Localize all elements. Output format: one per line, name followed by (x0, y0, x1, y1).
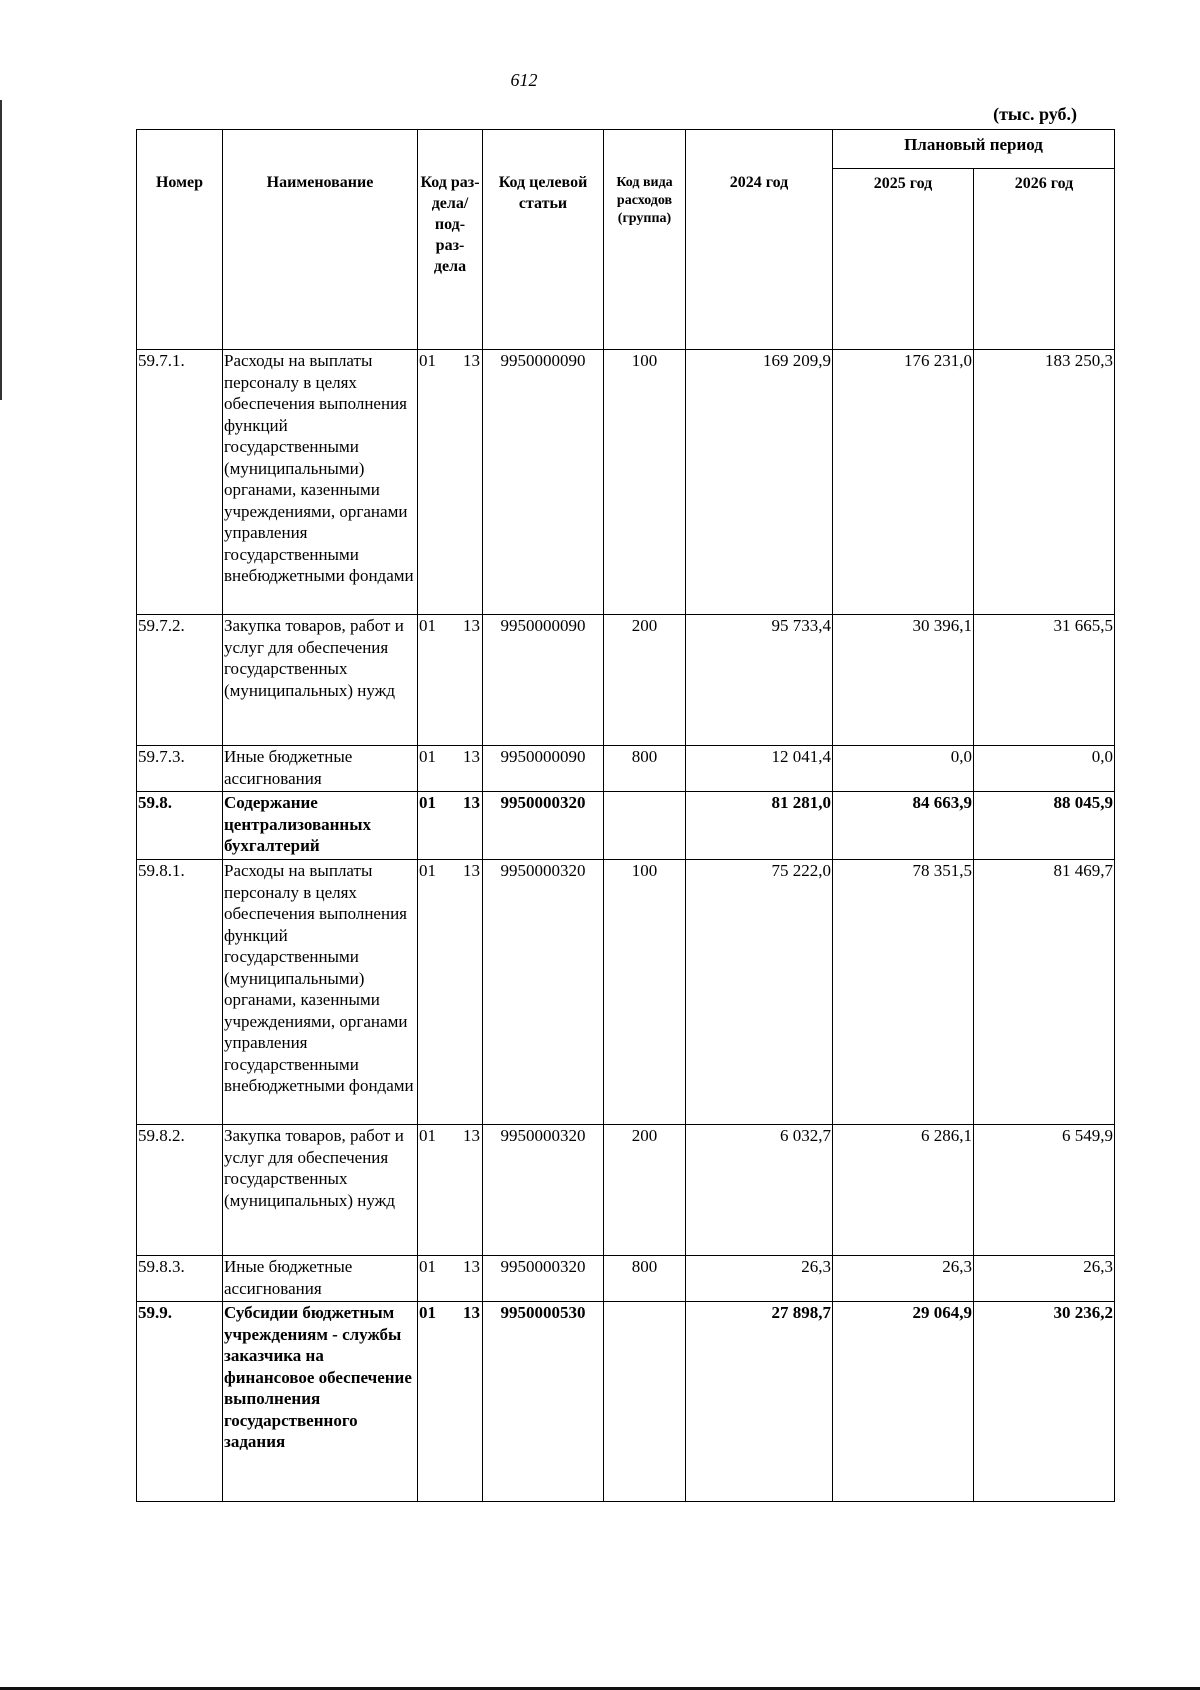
row-name: Иные бюджетные ассигнования (223, 746, 418, 792)
row-target-article: 9950000320 (483, 792, 604, 860)
row-value-2025: 176 231,0 (833, 350, 974, 615)
row-value-2025: 78 351,5 (833, 860, 974, 1125)
row-number: 59.7.1. (137, 350, 223, 615)
row-number: 59.7.2. (137, 615, 223, 746)
row-target-article: 9950000090 (483, 615, 604, 746)
row-value-2026: 88 045,9 (974, 792, 1115, 860)
row-value-2024: 27 898,7 (686, 1302, 833, 1502)
row-name: Закупка товаров, работ и услуг для обеспечения государственных (муниципальных) нужд (223, 1125, 418, 1256)
row-expense-type (604, 1302, 686, 1502)
row-number: 59.8.3. (137, 1256, 223, 1302)
row-value-2026: 6 549,9 (974, 1125, 1115, 1256)
row-razdel (418, 1256, 483, 1302)
row-podrazdel-code: 13 (463, 861, 480, 880)
row-value-2025: 29 064,9 (833, 1302, 974, 1502)
table-body (137, 350, 1115, 1502)
row-value-2024: 169 209,9 (686, 350, 833, 615)
row-expense-type: 800 (604, 1256, 686, 1302)
row-number: 59.8.1. (137, 860, 223, 1125)
row-name: Субсидии бюджетным учреждениям - службы заказчика на финансовое обеспечение выполнения государственного задания (223, 1302, 418, 1502)
row-value-2026: 31 665,5 (974, 615, 1115, 746)
row-value-2026: 0,0 (974, 746, 1115, 792)
row-podrazdel-code: 13 (463, 351, 480, 370)
row-razdel (418, 1302, 483, 1502)
table-row (137, 792, 1115, 860)
row-value-2025: 30 396,1 (833, 615, 974, 746)
row-razdel-code: 01 (419, 1303, 436, 1322)
row-number: 59.9. (137, 1302, 223, 1502)
row-target-article: 9950000090 (483, 746, 604, 792)
budget-table (136, 129, 1115, 1502)
row-razdel-code: 01 (419, 351, 436, 370)
header-2025: 2025 год (833, 169, 974, 350)
row-value-2026: 183 250,3 (974, 350, 1115, 615)
row-target-article: 9950000530 (483, 1302, 604, 1502)
row-value-2026: 81 469,7 (974, 860, 1115, 1125)
header-planned-period: Плановый период (833, 130, 1115, 169)
row-podrazdel-code: 13 (463, 1257, 480, 1276)
row-number: 59.8. (137, 792, 223, 860)
row-expense-type: 800 (604, 746, 686, 792)
row-razdel (418, 350, 483, 615)
row-razdel-code: 01 (419, 747, 436, 766)
row-razdel (418, 792, 483, 860)
row-razdel (418, 615, 483, 746)
row-target-article: 9950000320 (483, 860, 604, 1125)
row-razdel-code: 01 (419, 1257, 436, 1276)
row-razdel-code: 01 (419, 616, 436, 635)
row-target-article: 9950000320 (483, 1256, 604, 1302)
row-target-article: 9950000320 (483, 1125, 604, 1256)
row-podrazdel-code: 13 (463, 1303, 480, 1322)
table-row (137, 860, 1115, 1125)
header-number: Номер (137, 130, 223, 350)
table-row (137, 1302, 1115, 1502)
row-podrazdel-code: 13 (463, 616, 480, 635)
table-row (137, 1125, 1115, 1256)
row-razdel-code: 01 (419, 861, 436, 880)
row-value-2024: 12 041,4 (686, 746, 833, 792)
header-name: Наименование (223, 130, 418, 350)
row-value-2024: 95 733,4 (686, 615, 833, 746)
row-expense-type: 200 (604, 615, 686, 746)
row-name: Расходы на выплаты персоналу в целях обеспечения выполнения функций государственными (муниципальными) органами, казенными учреждениями, органами управления государственными внебюджетными фондами (223, 860, 418, 1125)
page-number: 612 (510, 70, 538, 90)
row-value-2025: 0,0 (833, 746, 974, 792)
row-value-2026: 26,3 (974, 1256, 1115, 1302)
row-razdel-code: 01 (419, 1126, 436, 1145)
row-name: Иные бюджетные ассигнования (223, 1256, 418, 1302)
table-row (137, 746, 1115, 792)
scan-margin-mark (0, 100, 2, 400)
row-value-2024: 81 281,0 (686, 792, 833, 860)
header-razdel: Код раз- дела/ под- раз- дела (418, 130, 483, 350)
units-label: (тыс. руб.) (993, 104, 1077, 124)
row-number: 59.8.2. (137, 1125, 223, 1256)
row-number: 59.7.3. (137, 746, 223, 792)
table-row (137, 350, 1115, 615)
row-razdel (418, 746, 483, 792)
row-podrazdel-code: 13 (463, 1126, 480, 1145)
row-razdel-code: 01 (419, 793, 436, 812)
row-value-2026: 30 236,2 (974, 1302, 1115, 1502)
table-row (137, 615, 1115, 746)
row-podrazdel-code: 13 (463, 793, 480, 812)
row-value-2025: 84 663,9 (833, 792, 974, 860)
header-row (137, 130, 1115, 169)
row-value-2024: 75 222,0 (686, 860, 833, 1125)
row-value-2025: 6 286,1 (833, 1125, 974, 1256)
row-name: Содержание централизованных бухгалтерий (223, 792, 418, 860)
header-2026: 2026 год (974, 169, 1115, 350)
row-podrazdel-code: 13 (463, 747, 480, 766)
row-razdel (418, 1125, 483, 1256)
row-value-2024: 6 032,7 (686, 1125, 833, 1256)
row-expense-type: 200 (604, 1125, 686, 1256)
table-row (137, 1256, 1115, 1302)
header-expense-type: Код вида расходов (группа) (604, 130, 686, 350)
row-expense-type (604, 792, 686, 860)
header-2024: 2024 год (686, 130, 833, 350)
row-name: Закупка товаров, работ и услуг для обеспечения государственных (муниципальных) нужд (223, 615, 418, 746)
row-value-2024: 26,3 (686, 1256, 833, 1302)
row-razdel (418, 860, 483, 1125)
header-target-article: Код целевой статьи (483, 130, 604, 350)
row-name: Расходы на выплаты персоналу в целях обеспечения выполнения функций государственными (муниципальными) органами, казенными учреждениями, органами управления государственными внебюджетными фондами (223, 350, 418, 615)
row-target-article: 9950000090 (483, 350, 604, 615)
row-expense-type: 100 (604, 860, 686, 1125)
row-value-2025: 26,3 (833, 1256, 974, 1302)
row-expense-type: 100 (604, 350, 686, 615)
